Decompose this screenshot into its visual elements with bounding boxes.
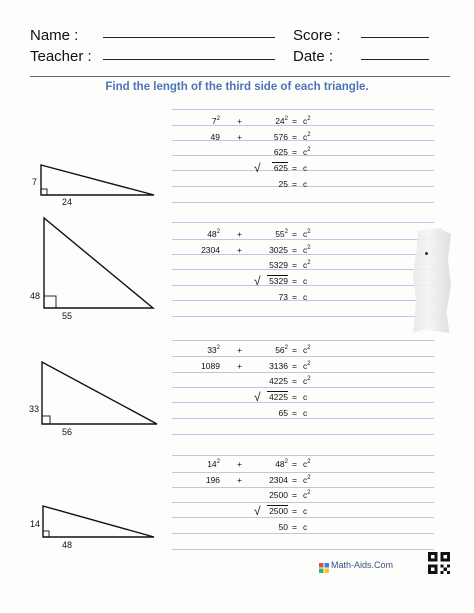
- squared-value-a: 2304: [201, 244, 220, 255]
- squared-term-b: $24^2$: [275, 116, 288, 126]
- equals-sign: =: [292, 229, 297, 239]
- math-aids-logo-icon: [319, 560, 329, 570]
- squared-term-c: $c^2$: [303, 260, 311, 271]
- equals-sign: =: [292, 392, 297, 403]
- leg-b-label-4: 48: [62, 540, 73, 550]
- equals-sign: =: [292, 131, 297, 142]
- right-angle-marker-3: [42, 416, 50, 424]
- equals-sign: =: [292, 116, 297, 126]
- teacher-label: Teacher :: [30, 48, 92, 65]
- equals-sign: =: [292, 291, 297, 302]
- square-root-value: 2500: [269, 506, 288, 517]
- sum-value: 4225: [269, 376, 288, 387]
- tape-scrap: [413, 228, 451, 333]
- leg-a-label-4: 14: [30, 519, 41, 529]
- plus-sign: +: [237, 229, 242, 239]
- instructions-title: Find the length of the third side of each triangle.: [105, 81, 369, 93]
- answer-value: 65: [278, 407, 288, 418]
- date-label: Date :: [293, 48, 334, 65]
- squared-term-c: $c^2$: [303, 360, 311, 371]
- equals-sign: =: [292, 407, 297, 418]
- leg-a-label-3: 33: [29, 404, 40, 414]
- squared-term-a: $48^2$: [207, 229, 220, 239]
- answer-value: 73: [278, 291, 288, 302]
- plus-sign: +: [237, 459, 242, 469]
- squared-term-c: $c^2$: [303, 147, 311, 158]
- score-label: Score :: [293, 27, 341, 44]
- triangle-2: [44, 218, 153, 308]
- squared-term-c: $c^2$: [303, 459, 311, 469]
- triangle-4: [43, 506, 154, 537]
- squared-term-b: $55^2$: [275, 229, 288, 239]
- squared-value-a: 196: [205, 474, 220, 485]
- squared-value-a: 49: [210, 131, 220, 142]
- equals-sign: =: [292, 474, 297, 485]
- qr-code-icon: [428, 552, 450, 574]
- equals-sign: =: [292, 521, 297, 532]
- variable-c: c: [303, 178, 308, 189]
- variable-c: c: [303, 392, 308, 403]
- equals-sign: =: [292, 376, 297, 387]
- squared-term-c: $c^2$: [303, 116, 311, 126]
- equals-sign: =: [292, 360, 297, 371]
- equals-sign: =: [292, 345, 297, 355]
- leg-b-label-1: 24: [62, 197, 73, 207]
- squared-term-c: $c^2$: [303, 345, 311, 355]
- squared-value-b: 576: [273, 131, 288, 142]
- square-root-icon: √: [254, 390, 261, 405]
- right-angle-marker-4: [43, 531, 49, 537]
- square-root-value: 625: [273, 163, 288, 174]
- equals-sign: =: [292, 506, 297, 517]
- squared-term-c: $c^2$: [303, 244, 311, 255]
- variable-c: c: [303, 291, 308, 302]
- square-root-icon: √: [254, 504, 261, 519]
- leg-b-label-3: 56: [62, 427, 73, 437]
- squared-term-a: $33^2$: [207, 345, 220, 355]
- leg-a-label-1: 7: [32, 177, 38, 187]
- plus-sign: +: [237, 116, 242, 126]
- plus-sign: +: [237, 244, 242, 255]
- variable-c: c: [303, 163, 308, 174]
- equals-sign: =: [292, 459, 297, 469]
- plus-sign: +: [237, 474, 242, 485]
- triangle-3: [42, 362, 157, 424]
- plus-sign: +: [237, 345, 242, 355]
- leg-b-label-2: 55: [62, 311, 73, 321]
- answer-value: 50: [278, 521, 288, 532]
- squared-term-c: $c^2$: [303, 376, 311, 387]
- triangle-1: [41, 165, 154, 195]
- squared-term-b: $56^2$: [275, 345, 288, 355]
- sum-value: 5329: [269, 260, 288, 271]
- footer-brand: Math-Aids.Com: [331, 560, 394, 570]
- variable-c: c: [303, 506, 308, 517]
- squared-term-c: $c^2$: [303, 490, 311, 501]
- square-root-icon: √: [254, 274, 261, 289]
- squared-term-c: $c^2$: [303, 229, 311, 239]
- name-label: Name :: [30, 27, 79, 44]
- squared-term-a: $14^2$: [207, 459, 220, 469]
- squared-value-b: 3136: [269, 360, 288, 371]
- squared-value-b: 2304: [269, 474, 288, 485]
- variable-c: c: [303, 521, 308, 532]
- squared-term-c: $c^2$: [303, 474, 311, 485]
- squared-term-c: $c^2$: [303, 131, 311, 142]
- answer-value: 25: [278, 178, 288, 189]
- plus-sign: +: [237, 131, 242, 142]
- squared-value-b: 3025: [269, 244, 288, 255]
- equals-sign: =: [292, 490, 297, 501]
- square-root-value: 5329: [269, 276, 288, 287]
- ink-dot: [425, 252, 428, 255]
- equals-sign: =: [292, 276, 297, 287]
- variable-c: c: [303, 407, 308, 418]
- square-root-value: 4225: [269, 392, 288, 403]
- squared-term-a: $7^2$: [211, 116, 220, 126]
- sum-value: 2500: [269, 490, 288, 501]
- sum-value: 625: [273, 147, 288, 158]
- variable-c: c: [303, 276, 308, 287]
- equals-sign: =: [292, 178, 297, 189]
- squared-term-b: $48^2$: [275, 459, 288, 469]
- equals-sign: =: [292, 260, 297, 271]
- right-angle-marker-1: [41, 189, 47, 195]
- right-angle-marker-2: [44, 296, 56, 308]
- equals-sign: =: [292, 244, 297, 255]
- leg-a-label-2: 48: [30, 291, 41, 301]
- plus-sign: +: [237, 360, 242, 371]
- equals-sign: =: [292, 163, 297, 174]
- equals-sign: =: [292, 147, 297, 158]
- square-root-icon: √: [254, 161, 261, 176]
- squared-value-a: 1089: [201, 360, 220, 371]
